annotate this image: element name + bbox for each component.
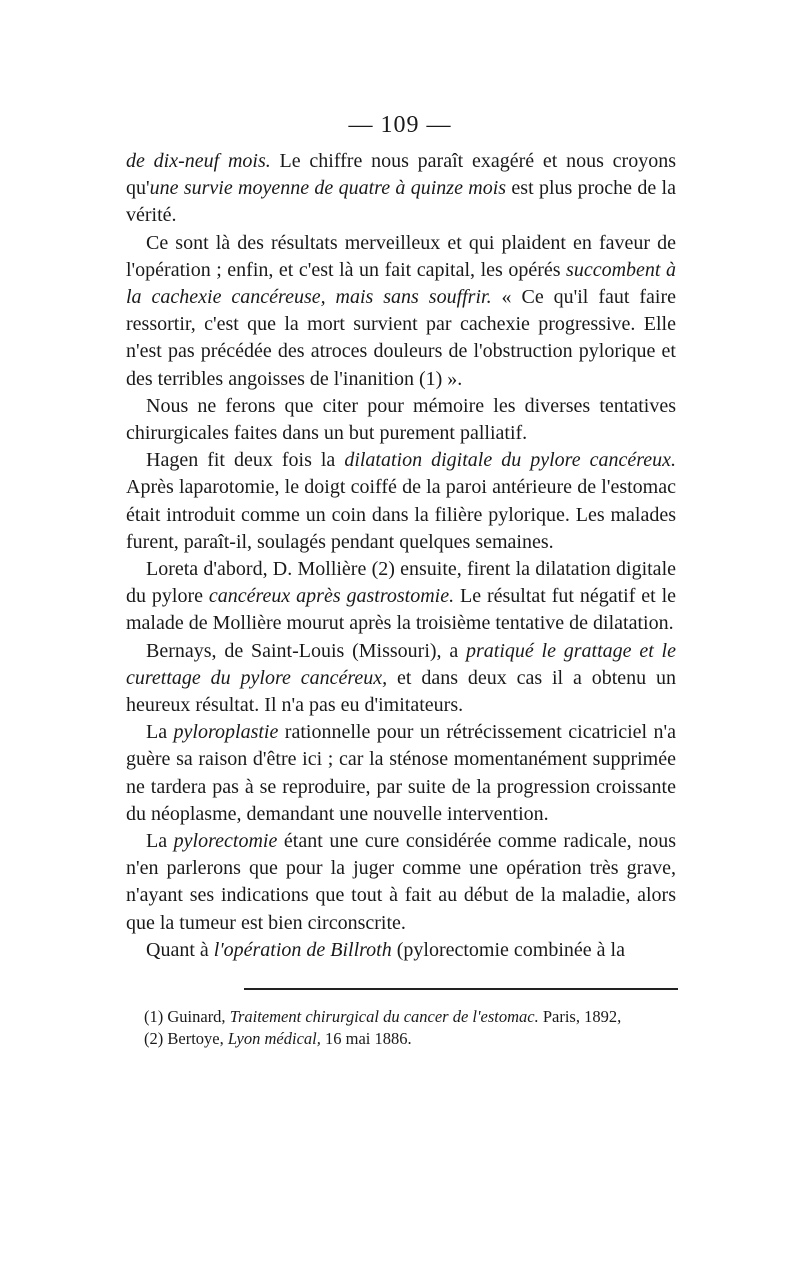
- text-run: « Ce qu'il faut faire ressortir, c'est que la mort survient par cachexie progressive. Elle n'est pas précédée des atroces douleurs de l'obstruction pylorique et des terribles angoisses de l'inanition (1) ».: [126, 286, 676, 390]
- text-run: (1) Guinard,: [144, 1007, 230, 1026]
- paragraph: [126, 719, 676, 828]
- text-run: Le chiffre nous paraît exagéré et nous croyons qu': [126, 150, 677, 200]
- italic-text: pratiqué le grattage et le curettage du pylore cancéreux,: [126, 639, 676, 689]
- italic-text: de dix-neuf mois.: [126, 150, 271, 172]
- text-run: Paris, 1892,: [538, 1007, 622, 1026]
- footnote-divider: [244, 988, 678, 990]
- text-run: Le résultat fut négatif et le malade de Mollière mourut après la troisième tentative de dilatation.: [126, 585, 677, 635]
- text-run: (2) Bertoye,: [144, 1029, 228, 1048]
- paragraph: [126, 148, 676, 230]
- paragraph: [126, 638, 676, 720]
- text-run: 16 mai 1886.: [320, 1029, 412, 1048]
- text-run: Hagen fit deux fois la: [146, 449, 345, 472]
- footnote: [144, 1006, 678, 1028]
- paragraph: [126, 393, 676, 447]
- text-run: (pylorectomie combinée à la: [391, 938, 625, 961]
- page-number: — 109 —: [348, 112, 452, 138]
- italic-text: dilatation digitale du pylore cancéreux.: [344, 449, 676, 472]
- text-run: est plus proche de la vérité.: [126, 177, 676, 227]
- paragraph: [126, 230, 676, 393]
- text-run: Quant à: [146, 938, 214, 961]
- text-run: Ce sont là des résultats merveilleux et qui plaident en faveur de l'opération ; enfin, et c'est là un fait capital, les opérés: [126, 231, 676, 281]
- italic-text: pylorectomie: [173, 830, 278, 853]
- footnote: [144, 1028, 678, 1050]
- paragraph: [126, 828, 676, 937]
- text-run: La: [146, 721, 174, 744]
- italic-text: succombent à la cachexie cancéreuse, mais sans souffrir.: [126, 258, 676, 309]
- text-run: Loreta d'abord, D. Mollière (2) ensuite, firent la dilatation digitale du pylore: [126, 558, 676, 608]
- italic-text: une survie moyenne de quatre à quinze mois: [149, 177, 507, 200]
- italic-text: Lyon médical,: [227, 1029, 321, 1048]
- footnotes: [144, 1006, 678, 1050]
- text-run: Bernays, de Saint-Louis (Missouri), a: [146, 639, 466, 662]
- text-run: et dans deux cas il a obtenu un heureux résultat. Il n'a pas eu d'imitateurs.: [126, 666, 676, 717]
- italic-text: cancéreux après gastrostomie.: [208, 585, 455, 608]
- text-run: rationnelle pour un rétrécissement cicatriciel n'a guère sa raison d'être ici ; car la sténose momentanément supprimée ne tardera pas à se reproduire, par suite de la progression croissante du néoplasme, demandant une nouvelle intervention.: [126, 721, 677, 825]
- text-run: étant une cure considérée comme radicale, nous n'en parlerons que pour la juger comme une opération très grave, n'ayant ses indications que tout à fait au début de la maladie, alors que la tumeur est bien circonscrite.: [126, 830, 676, 934]
- paragraph: [126, 447, 676, 556]
- paragraph: [126, 556, 676, 638]
- text-run: Nous ne ferons que citer pour mémoire les diverses tentatives chirurgicales faites dans un but purement palliatif.: [126, 394, 676, 445]
- italic-text: pyloroplastie: [173, 721, 279, 744]
- italic-text: l'opération de Billroth: [213, 938, 392, 961]
- body-text: [126, 148, 676, 964]
- text-run: La: [146, 830, 174, 853]
- text-run: Après laparotomie, le doigt coiffé de la paroi antérieure de l'estomac était introduit comme un coin dans la filière pylorique. Les malades furent, paraît-il, soulagés pendant quelques semaines.: [126, 476, 676, 553]
- italic-text: Traitement chirurgical du cancer de l'estomac.: [229, 1007, 539, 1026]
- paragraph: [126, 937, 676, 964]
